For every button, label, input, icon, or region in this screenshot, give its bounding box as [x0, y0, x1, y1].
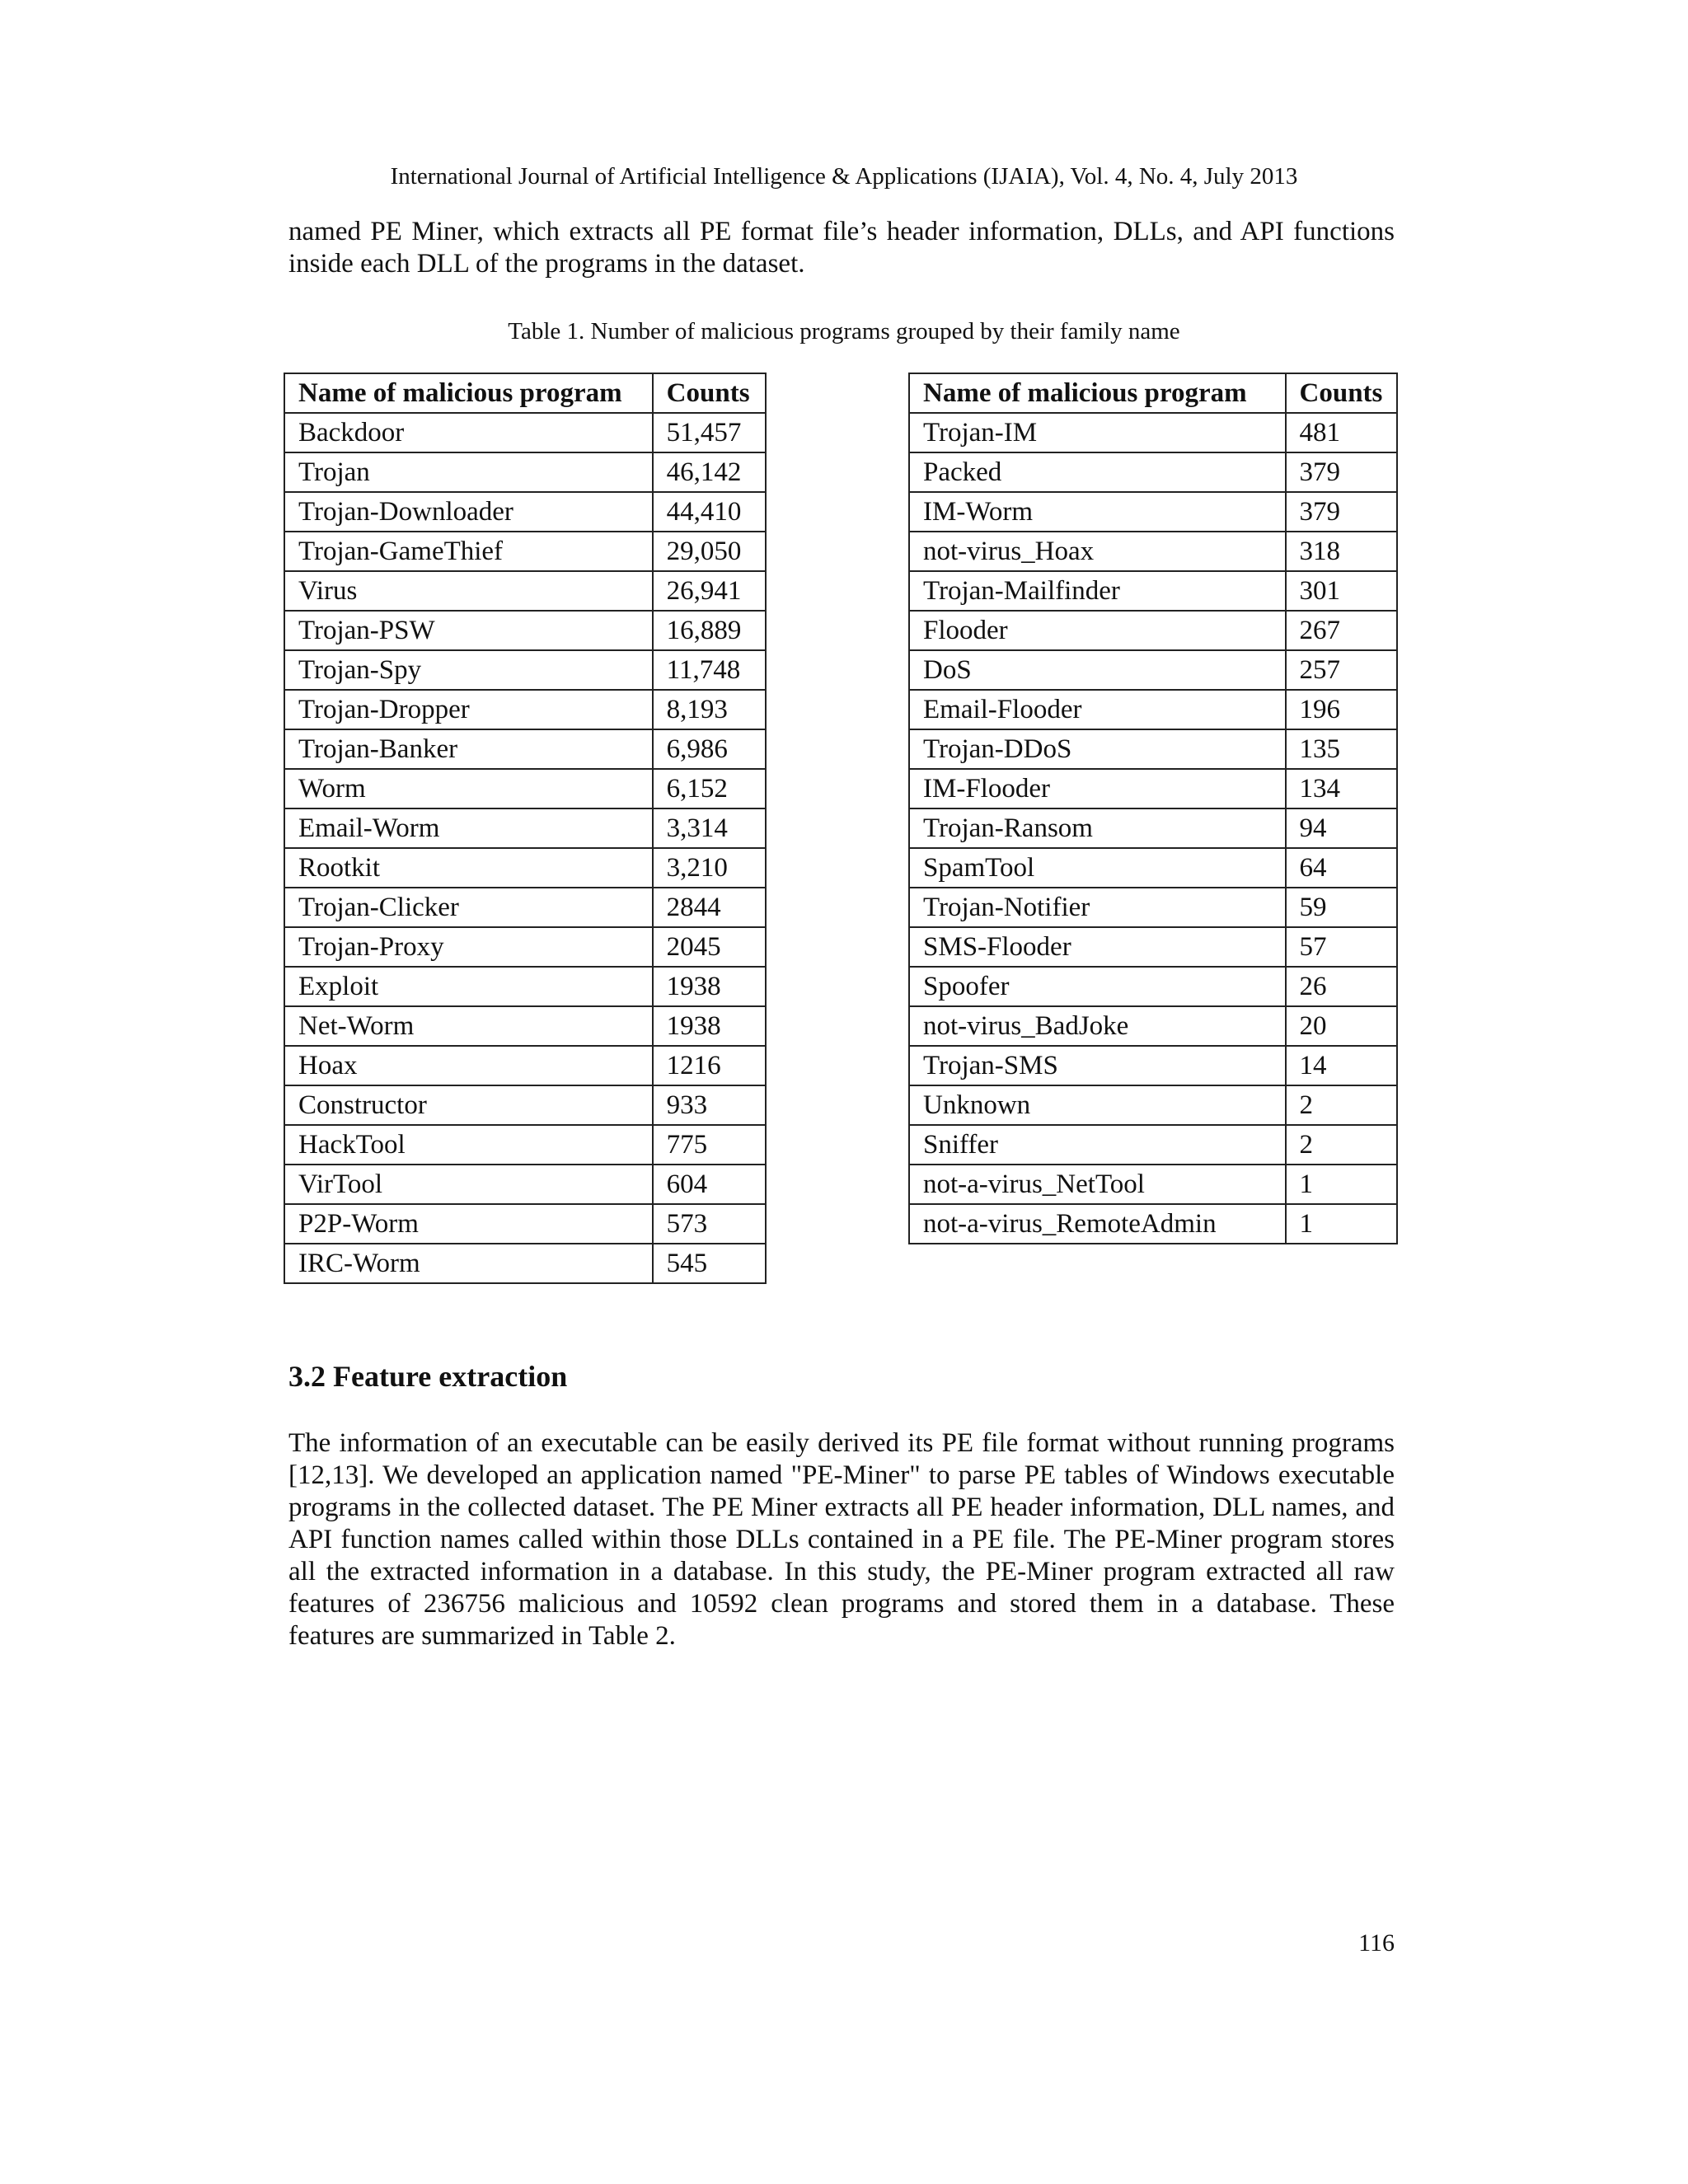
cell-count: 379 [1286, 452, 1397, 492]
cell-program-name: Trojan-Notifier [909, 888, 1286, 927]
cell-count: 20 [1286, 1006, 1397, 1046]
running-header: International Journal of Artificial Intelligence & Applications (IJAIA), Vol. 4, No. 4, July 2013 [390, 163, 1298, 190]
cell-count: 379 [1286, 492, 1397, 532]
table-row [284, 927, 766, 967]
cell-count: 545 [653, 1244, 766, 1283]
table-row [284, 690, 766, 729]
cell-program-name: Trojan-Proxy [284, 927, 653, 967]
column-header-counts: Counts [653, 373, 766, 413]
cell-count: 2045 [653, 927, 766, 967]
table-header-row [284, 373, 766, 413]
table-row [284, 1125, 766, 1165]
cell-program-name: Packed [909, 452, 1286, 492]
table-row [909, 571, 1397, 611]
cell-program-name: Backdoor [284, 413, 653, 452]
cell-program-name: Trojan-GameThief [284, 532, 653, 571]
cell-count: 2 [1286, 1085, 1397, 1125]
table-row [284, 1046, 766, 1085]
table-header-row [909, 373, 1397, 413]
cell-program-name: Trojan-DDoS [909, 729, 1286, 769]
cell-count: 1 [1286, 1204, 1397, 1244]
cell-count: 1216 [653, 1046, 766, 1085]
cell-count: 3,210 [653, 848, 766, 888]
cell-program-name: SMS-Flooder [909, 927, 1286, 967]
cell-program-name: Hoax [284, 1046, 653, 1085]
table-row [284, 532, 766, 571]
cell-program-name: SpamTool [909, 848, 1286, 888]
cell-count: 64 [1286, 848, 1397, 888]
table-row [284, 729, 766, 769]
table-row [284, 1006, 766, 1046]
table-row [284, 967, 766, 1006]
table-row [909, 888, 1397, 927]
table-row [909, 967, 1397, 1006]
cell-count: 8,193 [653, 690, 766, 729]
cell-count: 6,986 [653, 729, 766, 769]
cell-count: 14 [1286, 1046, 1397, 1085]
cell-program-name: not-a-virus_RemoteAdmin [909, 1204, 1286, 1244]
cell-program-name: HackTool [284, 1125, 653, 1165]
cell-count: 135 [1286, 729, 1397, 769]
table-row [284, 808, 766, 848]
intro-paragraph: named PE Miner, which extracts all PE format file’s header information, DLLs, and API functions inside each DLL of the programs in the dataset. [288, 217, 1395, 279]
cell-program-name: IRC-Worm [284, 1244, 653, 1283]
table-row [909, 1085, 1397, 1125]
cell-count: 1938 [653, 1006, 766, 1046]
table-row [284, 848, 766, 888]
table-row [909, 808, 1397, 848]
cell-count: 775 [653, 1125, 766, 1165]
cell-program-name: not-virus_Hoax [909, 532, 1286, 571]
cell-program-name: Trojan-PSW [284, 611, 653, 650]
cell-program-name: Email-Worm [284, 808, 653, 848]
cell-count: 267 [1286, 611, 1397, 650]
column-header-counts: Counts [1286, 373, 1397, 413]
table-row [284, 769, 766, 808]
cell-count: 16,889 [653, 611, 766, 650]
cell-program-name: VirTool [284, 1165, 653, 1204]
cell-count: 573 [653, 1204, 766, 1244]
cell-program-name: Constructor [284, 1085, 653, 1125]
table-row [284, 413, 766, 452]
cell-count: 257 [1286, 650, 1397, 690]
table-row [909, 1125, 1397, 1165]
cell-program-name: Sniffer [909, 1125, 1286, 1165]
cell-program-name: Trojan-SMS [909, 1046, 1286, 1085]
table-caption: Table 1. Number of malicious programs grouped by their family name [508, 318, 1180, 344]
column-header-name: Name of malicious program [909, 373, 1286, 413]
cell-count: 318 [1286, 532, 1397, 571]
cell-count: 933 [653, 1085, 766, 1125]
cell-program-name: Trojan-Ransom [909, 808, 1286, 848]
malware-table-right [908, 373, 1398, 1244]
cell-count: 134 [1286, 769, 1397, 808]
section-paragraph: The information of an executable can be easily derived its PE file format without running programs [12,13]. We developed an application named "PE-Miner" to parse PE tables of Windows executable programs in the collected dataset. The PE Miner extracts all PE header information, DLL names, and API function names called within those DLLs contained in a PE file. The PE-Miner program stores all the extracted information in a database. In this study, the PE-Miner program extracted all raw features of 236756 malicious and 10592 clean programs and stored them in a database. These features are summarized in Table 2. [288, 1428, 1395, 1651]
section-heading: 3.2 Feature extraction [288, 1360, 568, 1393]
table-row [909, 413, 1397, 452]
table-row [909, 650, 1397, 690]
cell-program-name: Trojan-IM [909, 413, 1286, 452]
cell-program-name: Trojan-Dropper [284, 690, 653, 729]
table-row [909, 492, 1397, 532]
cell-count: 604 [653, 1165, 766, 1204]
cell-count: 11,748 [653, 650, 766, 690]
cell-program-name: Trojan-Mailfinder [909, 571, 1286, 611]
page-number: 116 [1358, 1929, 1395, 1957]
table-row [909, 1046, 1397, 1085]
cell-program-name: DoS [909, 650, 1286, 690]
table-row [284, 611, 766, 650]
cell-count: 94 [1286, 808, 1397, 848]
cell-program-name: Net-Worm [284, 1006, 653, 1046]
cell-count: 481 [1286, 413, 1397, 452]
table-row [284, 571, 766, 611]
cell-count: 57 [1286, 927, 1397, 967]
cell-program-name: Trojan-Downloader [284, 492, 653, 532]
cell-program-name: P2P-Worm [284, 1204, 653, 1244]
table-row [284, 1244, 766, 1283]
cell-program-name: Virus [284, 571, 653, 611]
cell-program-name: Trojan-Banker [284, 729, 653, 769]
column-header-name: Name of malicious program [284, 373, 653, 413]
cell-count: 59 [1286, 888, 1397, 927]
table-row [284, 650, 766, 690]
cell-program-name: not-virus_BadJoke [909, 1006, 1286, 1046]
cell-count: 2844 [653, 888, 766, 927]
cell-count: 6,152 [653, 769, 766, 808]
cell-program-name: Worm [284, 769, 653, 808]
malware-table-left [284, 373, 767, 1284]
cell-program-name: Email-Flooder [909, 690, 1286, 729]
table-row [909, 1006, 1397, 1046]
cell-count: 3,314 [653, 808, 766, 848]
table-row [909, 452, 1397, 492]
cell-count: 26 [1286, 967, 1397, 1006]
table-row [909, 1165, 1397, 1204]
cell-program-name: Flooder [909, 611, 1286, 650]
cell-count: 2 [1286, 1125, 1397, 1165]
cell-program-name: Exploit [284, 967, 653, 1006]
cell-program-name: IM-Flooder [909, 769, 1286, 808]
table-row [909, 848, 1397, 888]
table-row [909, 1204, 1397, 1244]
table-row [284, 1085, 766, 1125]
table-row [909, 729, 1397, 769]
cell-count: 26,941 [653, 571, 766, 611]
table-row [909, 769, 1397, 808]
table-row [284, 888, 766, 927]
cell-program-name: not-a-virus_NetTool [909, 1165, 1286, 1204]
cell-count: 1 [1286, 1165, 1397, 1204]
cell-count: 46,142 [653, 452, 766, 492]
cell-program-name: Unknown [909, 1085, 1286, 1125]
cell-program-name: IM-Worm [909, 492, 1286, 532]
cell-count: 44,410 [653, 492, 766, 532]
cell-program-name: Trojan-Clicker [284, 888, 653, 927]
cell-count: 51,457 [653, 413, 766, 452]
cell-program-name: Spoofer [909, 967, 1286, 1006]
table-row [909, 927, 1397, 967]
table-row [284, 452, 766, 492]
cell-count: 196 [1286, 690, 1397, 729]
table-row [909, 611, 1397, 650]
cell-count: 29,050 [653, 532, 766, 571]
table-row [284, 492, 766, 532]
table-row [909, 532, 1397, 571]
cell-count: 301 [1286, 571, 1397, 611]
table-row [284, 1204, 766, 1244]
cell-count: 1938 [653, 967, 766, 1006]
cell-program-name: Rootkit [284, 848, 653, 888]
cell-program-name: Trojan [284, 452, 653, 492]
table-row [284, 1165, 766, 1204]
table-row [909, 690, 1397, 729]
cell-program-name: Trojan-Spy [284, 650, 653, 690]
